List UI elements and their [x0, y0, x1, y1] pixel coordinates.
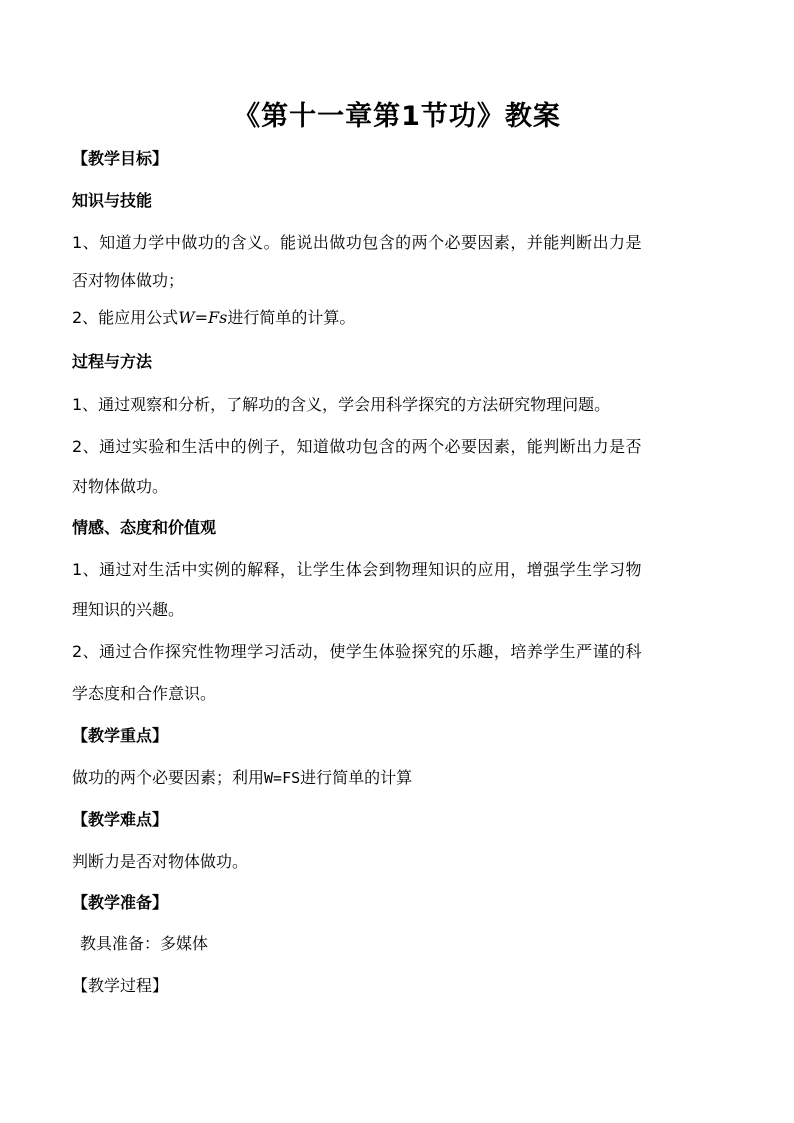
knowledge-item-2-suffix: 进行简单的计算。 [227, 308, 356, 327]
key-points-suffix: 进行简单的计算 [300, 768, 413, 787]
key-points-formula: W=FS [264, 769, 301, 787]
emotion-heading: 情感、态度和价值观 [72, 518, 217, 537]
emotion-item-2-line-2: 学态度和合作意识。 [72, 684, 217, 703]
difficulty-text: 判断力是否对物体做功。 [72, 852, 249, 871]
knowledge-heading: 知识与技能 [72, 191, 153, 210]
key-points-text [72, 766, 412, 790]
process-item-2-line-2: 对物体做功。 [72, 477, 169, 496]
preparation-text: 教具准备：多媒体 [80, 934, 209, 953]
emotion-item-1-line-1: 1、通过对生活中实例的解释，让学生体会到物理知识的应用，增强学生学习物 [72, 560, 642, 579]
work-formula: W=Fs [178, 308, 228, 327]
difficulty-heading: 【教学难点】 [72, 810, 169, 829]
teaching-process-heading: 【教学过程】 [72, 976, 169, 995]
process-item-2-line-1: 2、通过实验和生活中的例子，知道做功包含的两个必要因素，能判断出力是否 [72, 437, 642, 456]
objectives-heading: 【教学目标】 [72, 149, 169, 168]
document-title: 《第十一章第1节功》教案 [233, 101, 561, 132]
key-points-heading: 【教学重点】 [72, 726, 169, 745]
emotion-item-2-line-1: 2、通过合作探究性物理学习活动，使学生体验探究的乐趣，培养学生严谨的科 [72, 642, 642, 661]
knowledge-item-2 [72, 306, 355, 330]
process-heading: 过程与方法 [72, 352, 153, 371]
knowledge-item-1-line-1: 1、知道力学中做功的含义。能说出做功包含的两个必要因素，并能判断出力是 [72, 233, 642, 252]
knowledge-item-1-line-2: 否对物体做功； [72, 271, 185, 290]
key-points-prefix: 做功的两个必要因素；利用 [72, 768, 265, 787]
knowledge-item-2-prefix: 2、能应用公式 [72, 308, 179, 327]
process-item-1: 1、通过观察和分析，了解功的含义，学会用科学探究的方法研究物理问题。 [72, 395, 611, 414]
preparation-heading: 【教学准备】 [72, 893, 169, 912]
emotion-item-1-line-2: 理知识的兴趣。 [72, 600, 185, 619]
